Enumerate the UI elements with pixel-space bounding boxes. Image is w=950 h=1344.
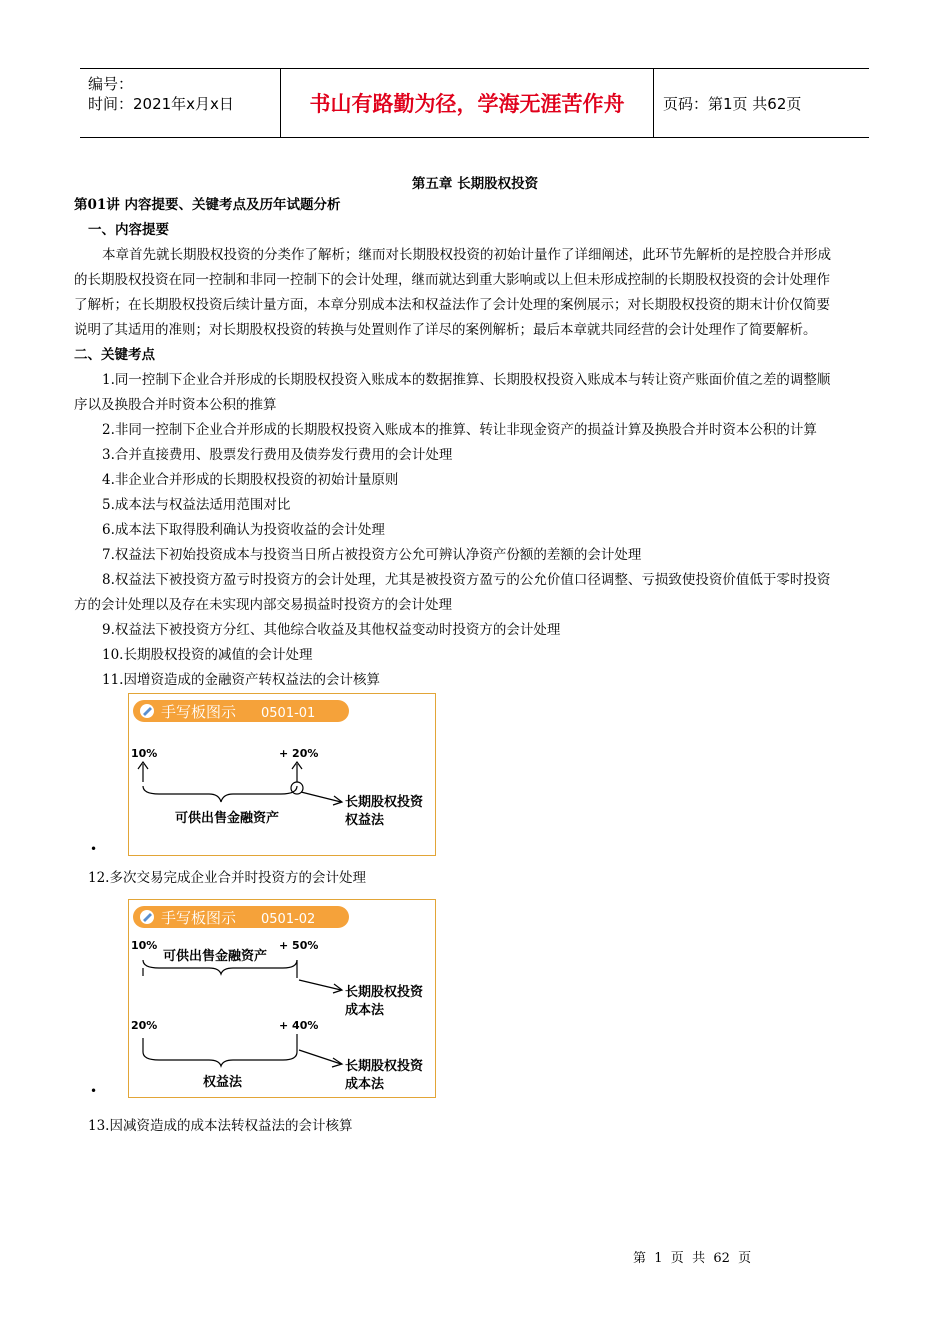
paragraph-line: 本章首先就长期股权投资的分类作了解析；继而对长期股权投资的初始计量作了详细阐述，此环节先解析的是控股合并形成 (102, 247, 831, 263)
handwriting-figure-0501-02 (128, 899, 436, 1098)
key-point-item: 1.同一控制下企业合并形成的长期股权投资入账成本的数据推算、长期股权投资入账成本与转让资产账面价值之差的调整顺 (102, 372, 831, 388)
key-point-item: 方的会计处理以及存在未实现内部交易损益时投资方的会计处理 (74, 597, 452, 613)
key-point-item: 9.权益法下被投资方分红、其他综合收益及其他权益变动时投资方的会计处理 (102, 622, 561, 638)
right-percent: + 40% (279, 1019, 319, 1032)
key-point-item: 3.合并直接费用、股票发行费用及债券发行费用的会计处理 (102, 447, 453, 463)
target-label: 长期股权投资 (345, 985, 424, 1000)
paragraph-line: 说明了其适用的准则；对长期股权投资的转换与处置则作了详尽的案例解析；最后本章就共同经营的会计处理作了简要解析。 (74, 322, 817, 338)
document-header (80, 68, 869, 138)
key-point-item: 7.权益法下初始投资成本与投资当日所占被投资方公允可辨认净资产份额的差额的会计处理 (102, 547, 642, 563)
key-point-item: 6.成本法下取得股利确认为投资收益的会计处理 (102, 522, 385, 538)
brace-label: 可供出售金融资产 (175, 811, 280, 826)
key-point-item: 11.因增资造成的金融资产转权益法的会计核算 (102, 672, 380, 688)
target-label: 长期股权投资 (345, 795, 424, 810)
page-info: 页码：第1页 共62页 (663, 94, 802, 113)
header-meta-cell (80, 69, 281, 137)
target-method: 成本法 (345, 1077, 385, 1092)
right-percent: + 50% (279, 939, 319, 952)
lecture-title: 第01讲 内容提要、关键考点及历年试题分析 (74, 197, 341, 213)
time-label: 时间：2021年x月x日 (88, 95, 234, 113)
left-percent: 20% (131, 1019, 158, 1032)
motto: 书山有路勤为径，学海无涯苦作舟 (281, 69, 654, 137)
key-point-item: 4.非企业合并形成的长期股权投资的初始计量原则 (102, 472, 399, 488)
paragraph-line: 了解析；在长期股权投资后续计量方面，本章分别成本法和权益法作了会计处理的案例展示；对长期股权投资的期末计价仅简要 (74, 297, 830, 313)
key-point-item: 5.成本法与权益法适用范围对比 (102, 497, 291, 513)
paragraph-line: 的长期股权投资在同一控制和非同一控制下的会计处理，继而就达到重大影响或以上但未形成控制的长期股权投资的会计处理作 (74, 272, 830, 288)
section-heading-1: 一、内容提要 (88, 222, 169, 238)
key-point-item: 13.因减资造成的成本法转权益法的会计核算 (88, 1118, 353, 1134)
brace-icon (143, 786, 297, 802)
left-percent: 10% (131, 939, 158, 952)
brace-label: 可供出售金融资产 (163, 949, 268, 964)
target-method: 权益法 (345, 813, 385, 828)
target-label: 长期股权投资 (345, 1059, 424, 1074)
target-method: 成本法 (345, 1003, 385, 1018)
left-percent: 10% (131, 747, 158, 760)
bullet: • (90, 1084, 98, 1098)
key-point-item: 2.非同一控制下企业合并形成的长期股权投资入账成本的推算、转让非现金资产的损益计算及换股合并时资本公积的计算 (102, 422, 817, 438)
key-point-item: 8.权益法下被投资方盈亏时投资方的会计处理，尤其是被投资方盈亏的公允价值口径调整、亏损致使投资价值低于零时投资 (102, 572, 831, 588)
brace-label: 权益法 (203, 1075, 243, 1090)
key-point-item: 序以及换股合并时资本公积的推算 (74, 397, 277, 413)
right-percent: + 20% (279, 747, 319, 760)
key-point-item: 12.多次交易完成企业合并时投资方的会计处理 (88, 870, 366, 886)
number-label: 编号： (88, 75, 134, 93)
badge-label: 手写板图示 (161, 909, 237, 927)
badge-label: 手写板图示 (161, 703, 237, 721)
key-point-item: 10.长期股权投资的减值的会计处理 (102, 647, 313, 663)
section-heading-2: 二、关键考点 (74, 347, 155, 363)
badge-code: 0501-01 (261, 706, 316, 721)
chapter-title: 第五章 长期股权投资 (411, 176, 539, 192)
badge-code: 0501-02 (261, 912, 316, 927)
handwriting-figure-0501-01 (128, 693, 436, 856)
bullet: • (90, 842, 98, 856)
brace-icon (143, 1052, 297, 1066)
page-footer: 第 1 页 共 62 页 (633, 1251, 752, 1266)
